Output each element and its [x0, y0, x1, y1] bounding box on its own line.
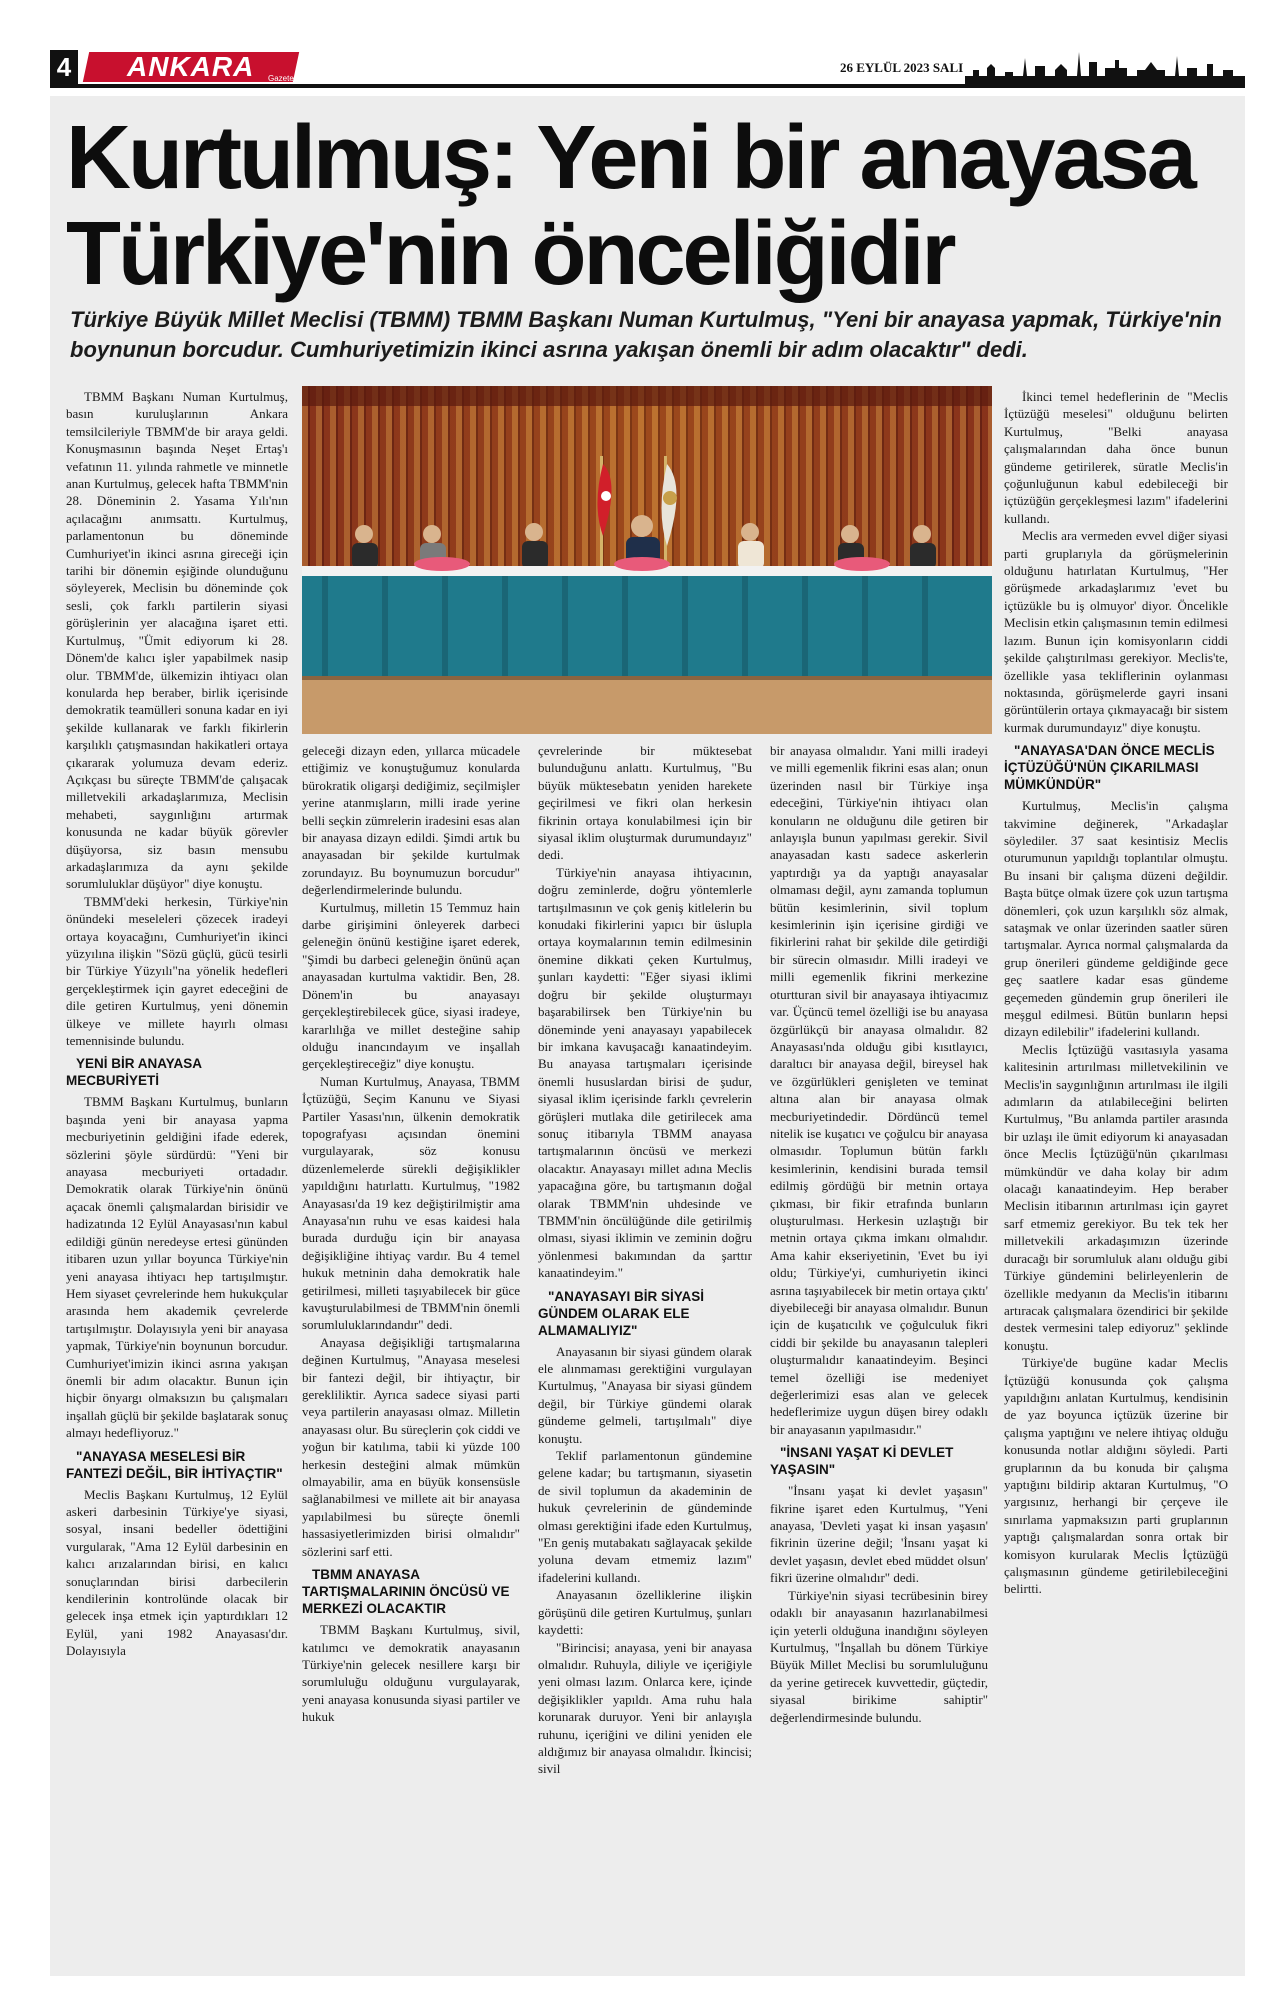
column-5-paragraph-2: Meclis ara vermeden evvel diğer siyasi parti gruplarıyla da görüşmelerinin olduğunu hatırlatan Kurtulmuş, "Her görüşmede arkadaşlarımız 'evet bu içtüzükle bu iş olmuyor' diyor. Öncelikle Meclisin etkin çalışmasının temin edilmesi lazım. Bunun için komisyonların ciddi şekilde çalıştırılması gerekiyor. Meclis'te, özellikle yasa tekliflerinin oylanması noktasında, görüşmelerde gayri insani görüntülerin ortaya çıkmayacağı bir sistem kurmak durumundayız" diye konuştu. — [1004, 528, 1228, 735]
column-4-paragraph-3: Türkiye'nin siyasi tecrübesinin birey odaklı bir anayasanın hazırlanabilmesi için yeterli olduğuna inandığını söyleyen Kurtulmuş, "İnşallah bu dönem Türkiye Büyük Millet Meclisi bu sorumluluğunu da yerine getirecek kuvvettedir, güçtedir, siyasal birikime sahiptir" değerlendirmesinde bulundu. — [770, 1587, 988, 1725]
newspaper-logo — [83, 52, 299, 82]
column-4-paragraph-1: bir anayasa olmalıdır. Yani milli iradeyi ve milli egemenlik fikrini esas alan; onun üzerinden nasıl bir Türkiye inşa edeceğini, Türkiye'nin ihtiyacı olan konuların ne olduğunu dile getiren bir anlayışla bunun yapılması gerekir. Sivil anayasadan kastı sadece askerlerin yaptırdığı ya da yaptığı anayasalar olmaması değil, aynı zamanda toplumun bütün kesimlerinin, sivil toplum kesimlerinin işin içerisine girdiği ve fikirlerini rahat bir şekilde dile getirdiği bir sürecin olmasıdır. Milli iradeyi ve milli egemenlik fikrini merkezine oturtturan sivil bir anayasaya ihtiyacımız var. Üçüncü temel özelliği ise bu anayasa özgürlükçü bir anayasa olmalıdır. 82 Anayasası'nda olduğu gibi kısıtlayıcı, daraltıcı bir anayasa değil, bireysel hak ve özgürlükleri genişleten ve teminat altına alan bir anayasa olmak mecburiyetindedir. Dördüncü temel nitelik ise kuşatıcı ve çoğulcu bir anayasa olmasıdır. Toplumun bütün farklı kesimlerinin, kendisini burada temsil edilmiş gördüğü bir metnin ortaya çıkması, bir fikir etrafında bunların oluşturulması. Herkesin uzlaştığı bir metnin ortaya çıkma imkanı olmalıdır. Ama kahir ekseriyetinin, 'Evet bu iyi oldu; Türkiye'yi, cumhuriyetin ikinci asrına taşıyabilecek bir metin ortaya çıktı' diyebileceği bir anayasa olmalıdır. Bunun için de kuşatıcılık ve çoğulculuk fikri ciddi bir şekilde bu anayasanın talepleri oluşturmalıdır kanaatindeyim. Beşinci temel özelliği ise medeniyet değerlerimizi esas alan ve gelecek hedeflerimize uygun düşen birey odaklı bir anayasanın yapılmasıdır." — [770, 743, 988, 1437]
subheading-fantezi: "ANAYASA MESELESİ BİR FANTEZİ DEĞİL, BİR İHTİYAÇTIR" — [66, 1448, 283, 1481]
logo-text: ANKARA — [127, 51, 255, 82]
article-column-2 — [302, 742, 520, 1726]
column-1-paragraph-4: Meclis Başkanı Kurtulmuş, 12 Eylül askeri darbesinin Türkiye'ye siyasi, sosyal, insani bedeller ödettiğini vurgularak, "Ama 12 Eylül darbesinin en kalıcı arızalarından birisi, en kalıcı sonuçlarından birisi darbecilerin kendilerinin kontrolünde olacak bir gelecek inşa etmek için yaptırdıkları 12 Eylül, yani 1982 Anayasası'dır. Dolayısıyla — [66, 1486, 288, 1659]
column-1-paragraph-1: TBMM Başkanı Numan Kurtulmuş, basın kuruluşlarının Ankara temsilcileriyle TBMM'de bir araya geldi. Konuşmasının başında Neşet Ertaş'ı vefatının 11. yılında rahmetle ve minnetle anan Kurtulmuş, gelecek hafta TBMM'nin 28. Döneminin 2. Yasama Yılı'nın açılacağını anımsattı. Kurtulmuş, parlamentonun bu döneminde Cumhuriyet'in ikinci asrına gireceği için tarihi bir dönemin eşiğinde olunduğunu söyleyerek, Meclisin bu döneminde çok sesli, çok farklı partilerin siyasi görüşlerinin yer alacağına işaret etti. Kurtulmuş, "Ümit ediyorum ki 28. Dönem'de kalıcı işler yapabilmek nasip olur. TBMM'de, ülkemizin ihtiyacı olan konularda hep beraber, birlik içerisinde demokratik teamülleri sonuna kadar en iyi şekilde kullanarak ve farklı fikirlerin karşılıklı çatışmasından hakikatleri ortaya çıkararak yolumuza devam ederiz. Açıkçası bu süreçte TBMM'de çalışacak milletvekili arkadaşlarımıza, Meclisin mehabeti, saygınlığını artırmak konusunda ne kadar büyük görevler düşüyorsa, siz basın mensubu arkadaşlarımıza da aynı şekilde sorumluluklar düşüyor" diye konuştu. — [66, 389, 288, 892]
press-meeting-photo — [302, 386, 992, 734]
column-1-paragraph-2: TBMM'deki herkesin, Türkiye'nin önündeki meseleleri çözecek iradeyi ortaya koyacağını, Cumhuriyet'in ikinci yüzyılına ilişkin "Sözü güçlü, gücü tesirli bir Türkiye Yüzyılı"na yönelik hedefleri gerçekleştirmek için gayret edeceğini de dile getiren Kurtulmuş, yeni dönemin ülkeye ve millete hayırlı olması temennisinde bulundu. — [66, 893, 288, 1049]
meeting-room-illustration — [302, 386, 992, 734]
column-4-paragraph-2: "İnsanı yaşat ki devlet yaşasın" fikrine işaret eden Kurtulmuş, "Yeni anayasa, 'Devleti yaşat ki insan yaşasın' fikrinin üzerine değil; 'İnsanı yaşat ki devlet yaşasın, devlet ebed müddet olsun' fikri üzerine olmalıdır" dedi. — [770, 1483, 988, 1586]
subheading-insani-yasat: "İNSANI YAŞAT Kİ DEVLET YAŞASIN" — [770, 1445, 954, 1478]
masthead-rule — [50, 84, 1245, 88]
column-5-paragraph-1: İkinci temel hedeflerinin de "Meclis İçtüzüğü meselesi" olduğunu belirten Kurtulmuş, "Belki anayasa çalışmalarından daha önce bunun gündeme getirilerek, süratle Meclis'in çoğunluğunun kabul edebileceği bir içtüzüğün gerçekleşmesi lazım" ifadelerini kullandı. — [1004, 389, 1228, 526]
headline-line-2: Türkiye'nin önceliğidir — [66, 204, 954, 304]
column-5-paragraph-3: Kurtulmuş, Meclis'in çalışma takvimine değinerek, "Arkadaşlar söylediler. 37 saat kesintisiz Meclis oturumunun yapıldığı toplantılar olmuştu. Bu insani bir çalışma düzeni değildir. Başta bütçe olmak üzere çok uzun tartışma dönemleri, çok uzun karşılıklı söz almak, sataşmak ve onlar üzerinden saatler süren tartışmalar. Ayrıca normal çalışmalarda da grup önerileri gündeme geldiğinde gece geç saatlere kadar esas gündeme geçemeden gündemin grup önerileri ile meşgul edilmesi. Bütün bunların hepsi dizayn edilebilir" ifadelerini kullandı. — [1004, 798, 1228, 1040]
subheading-tbmm-oncu: TBMM ANAYASA TARTIŞMALARININ ÖNCÜSÜ VE MERKEZİ OLACAKTIR — [302, 1567, 510, 1617]
article-deck: Türkiye Büyük Millet Meclisi (TBMM) TBMM Başkanı Numan Kurtulmuş, "Yeni bir anayasa yapmak, Türkiye'nin boynunun borcudur. Cumhuriyetimizin ikinci asrına yakışan önemli bir adım olacaktır" dedi. — [70, 307, 1222, 362]
column-3-paragraph-1: çevrelerinde bir müktesebat bulunduğunu anlattı. Kurtulmuş, "Bu büyük müktesebatın yeniden harekete geçirilmesi ve fikri olan herkesin fikrinin ortaya konulabilmesi için bir siyasal iklim oluşturmak durumundayız" dedi. — [538, 743, 752, 863]
logo-subtitle: Gazetesi — [268, 74, 300, 83]
masthead — [50, 50, 1245, 84]
column-2-paragraph-1: geleceği dizayn eden, yıllarca mücadele ettiğimiz ve konuştuğumuz konularda bürokratik oligarşi dediğimiz, seçilmişler yerine atanmışların, milli irade yerine belli seçkin zümrelerin iradesini esas alan bir anayasa dizayn edildi. Şimdi artık bu anayasadan bir şekilde kurtulmak zorundayız. Bu boynumuzun borcudur" değerlendirmelerinde bulundu. — [302, 743, 520, 898]
column-5-paragraph-4: Meclis İçtüzüğü vasıtasıyla yasama kalitesinin artırılması milletvekilinin ve Meclis'in saygınlığının artırılması ile ilgili adımların da atılabileceğini belirten Kurtulmuş, "Bu anlamda partiler arasında bir uzlaşı ile ümit ediyorum ki anayasadan önce Meclis İçtüzüğü'nün çıkarılması mümkündür ve daha kolay bir adım olacağı kanaatindeyim. Hep beraber Meclisin itibarının artırılması için gayret sarf etmemiz gerekiyor. Bu tek tek her milletvekili arkadaşımızın üzerinde duracağı bir sorumluluk alanı olduğu gibi Türkiye gündemini belirleyenlerin de özellikle medyanın da Meclis'in itibarını artıracak çalışmalara özendirici bir şekilde destek vermesini talep ediyoruz" şeklinde konuştu. — [1004, 1041, 1228, 1353]
subheading-siyasi-gundem: "ANAYASAYI BİR SİYASİ GÜNDEM OLARAK ELE ALMAMALIYIZ" — [538, 1288, 704, 1338]
issue-date: 26 EYLÜL 2023 SALI — [840, 60, 964, 75]
subheading-ictuzuk: "ANAYASA'DAN ÖNCE MECLİS İÇTÜZÜĞÜ'NÜN ÇIKARILMASI MÜMKÜNDÜR" — [1004, 743, 1215, 793]
column-2-paragraph-3: Numan Kurtulmuş, Anayasa, TBMM İçtüzüğü, Seçim Kanunu ve Siyasi Partiler Yasası'nın, ülkenin demokratik topografyası açısından önemini vurgulayarak, söz konusu düzenlemelerde sürekli değişiklikler yapıldığını hatırlattı. Kurtulmuş, "1982 Anayasası'da 19 kez değiştirilmiştir ama Anayasa'nın ruhu ve esas kaidesi hala burada durduğu için bir anayasa değişikliğine ihtiyaç vardır. Bu 4 temel hukuk metninin daha demokratik hale getirilmesi, milleti taşıyabilecek bir güce kavuşturulabilmesi de TBMM'nin önemli sorumluluklarındandır" dedi. — [302, 1073, 520, 1333]
column-3-paragraph-5: Anayasanın özelliklerine ilişkin görüşünü dile getiren Kurtulmuş, şunları kaydetti: — [538, 1587, 752, 1638]
column-2-paragraph-4: Anayasa değişikliği tartışmalarına değinen Kurtulmuş, "Anayasa meselesi bir fantezi değil, bir ihtiyaçtır, bir gerekliliktir. Ayrıca sadece siyasi parti veya partilerin anayasası olmaz. Milletin anayasası olur. Bu süreçlerin çok ciddi ve yoğun bir katılıma, tabii ki yüzde 100 herkesin desteğini almak mümkün olmayabilir, ama en büyük konsensüsle sağlanabilmesi ve millete ait bir anayasa yapılabilmesi bu süreçte önemli hassasiyetlerimizden birisi olmalıdır" sözlerini sarf etti. — [302, 1334, 520, 1559]
column-2-paragraph-2: Kurtulmuş, milletin 15 Temmuz hain darbe girişimini önleyerek darbeci geleneğin önünü kestiğine işaret ederek, "Şimdi bu darbeci geleneğin önünü açan anayasadan kurtulma vaktidir. Ben, 28. Dönem'in bu anayasayı gerçekleştirebilecek güce, siyasi iradeye, kararlılığa ve millet desteğine sahip olduğu inancındayım ve inşallah gerçekleştireceğiz" diye konuştu. — [302, 899, 520, 1072]
column-5-paragraph-5: Türkiye'de bugüne kadar Meclis İçtüzüğü konusunda çok çalışma yapıldığını anlatan Kurtulmuş, kendisinin de yaz boyunca içtüzük üzerine bir çalışma yaptığını ve nelere ihtiyaç olduğu konusunda notlar aldığını söyledi. Parti gruplarının da bu konuda bir çalışma yaptığını bildirip aktaran Kurtulmuş, "O yargısınız, herhangi bir çerçeve ile sınırlama yapmaksızın parti gruplarının yaptığı çalışmalardan sonra ortak bir komisyon kurularak Meclis İçtüzüğü çalışmasının gündeme getirilebileceğini belirtti. — [1004, 1355, 1228, 1597]
column-3-paragraph-6: "Birincisi; anayasa, yeni bir anayasa olmalıdır. Ruhuyla, diliyle ve içeriğiyle yeni olması lazım. Onlarca kere, içinde değişiklikler yapıldı. Ama ruhu hala korunarak duruyor. Yeni bir anlayışla ruhunu, içeriğini ve dilini yeniden ele aldığımız bir anayasa olmalıdır. İkincisi; sivil — [538, 1639, 752, 1777]
article-column-1 — [66, 388, 288, 1660]
column-2-paragraph-5: TBMM Başkanı Kurtulmuş, sivil, katılımcı ve demokratik anayasanın Türkiye'nin gelecek nesillere karşı bir sorumluluğu olduğunu vurgulayarak, yeni anayasa konusunda siyasi partiler ve hukuk — [302, 1622, 520, 1725]
subheading-yeni-anayasa: YENİ BİR ANAYASA MECBURİYETİ — [66, 1056, 202, 1089]
column-3-paragraph-3: Anayasanın bir siyasi gündem olarak ele alınmaması gerektiğini vurgulayan Kurtulmuş, "Anayasa bir siyasi gündem değil, bir Türkiye gündemi olarak gündeme gelmeli, tartışılmalı" diye konuştu. — [538, 1343, 752, 1446]
page-number: 4 — [50, 50, 78, 84]
column-3-paragraph-2: Türkiye'nin anayasa ihtiyacının, doğru zeminlerde, doğru yöntemlerle tartışılmasının ve çok geniş kitlelerin bu konudaki fikirlerini yapıcı bir üslupla ortaya koymalarının temin edilmesinin önemine dikkati çeken Kurtulmuş, şunları kaydetti: "Eğer siyasi iklimi doğru bir şekilde oluşturmayı başarabilirsek ben Türkiye'nin bu döneminde yeni anayasayı yapabilecek bir imkana kavuşacağı kanaatindeyim. Bu anayasa tartışmaları içerisinde önemli hususlardan birisi de şudur, siyasal iklim içerisinde farklı çevrelerin görüşleri mutlaka dile getirilecek ama sonuç itibarıyla TBMM anayasa tartışmalarının öncüsü ve merkezi olacaktır. Anayasayı millet adına Meclis yapacağına göre, bu tartışmanın doğal olarak TBMM'nin uhdesinde ve TBMM'nin öncülüğünde dile getirilmiş olması, siyasi iklimin ve zeminin doğru yönlenmesi bakımından da şarttır kanaatindeyim." — [538, 864, 752, 1281]
article-column-5 — [1004, 388, 1228, 1598]
ankara-skyline-icon — [965, 50, 1245, 84]
headline-line-1: Kurtulmuş: Yeni bir anayasa — [66, 108, 1194, 208]
column-1-paragraph-3: TBMM Başkanı Kurtulmuş, bunların başında yeni bir anayasa yapma mecburiyetinin geldiğini ifade ederek, sözlerini şöyle sürdürdü: "Yeni bir anayasa mecburiyeti ortadadır. Demokratik olarak Türkiye'nin önünü açacak önemli çalışmalardan birisidir ve hadizatında 12 Eylül Anayasası'nın kabul edildiği günün neredeyse ertesi gününden itibaren uzun yıllar boyunca Türkiye'nin yeni anayasa ihtiyacı hep tartışılmıştır. Hem siyaset çevrelerinde hem hukukçular arasında hem akademik çevrelerde tartışılmıştır. Dolayısıyla yeni bir anayasa yapmak, Türkiye'nin boynunun borcudur. Cumhuriyet'imizin ikinci asrına yakışan önemli bir adım olacaktır. Bunun için hiçbir önyargı olmaksızın bu çalışmaları inşallah güçlü bir şekilde başlatarak sonuç almayı hedefliyoruz." — [66, 1094, 288, 1441]
article-column-4 — [770, 742, 988, 1726]
column-3-paragraph-4: Teklif parlamentonun gündemine gelene kadar; bu tartışmanın, siyasetin de sivil toplumun da akademinin de hukuk çevrelerinin de gündeminde olması gerektiğini ifade eden Kurtulmuş, "En geniş mutabakatı sağlayacak şekilde yoluna devam etmemiz lazım" ifadelerini kullandı. — [538, 1448, 752, 1585]
article-column-3 — [538, 742, 752, 1778]
